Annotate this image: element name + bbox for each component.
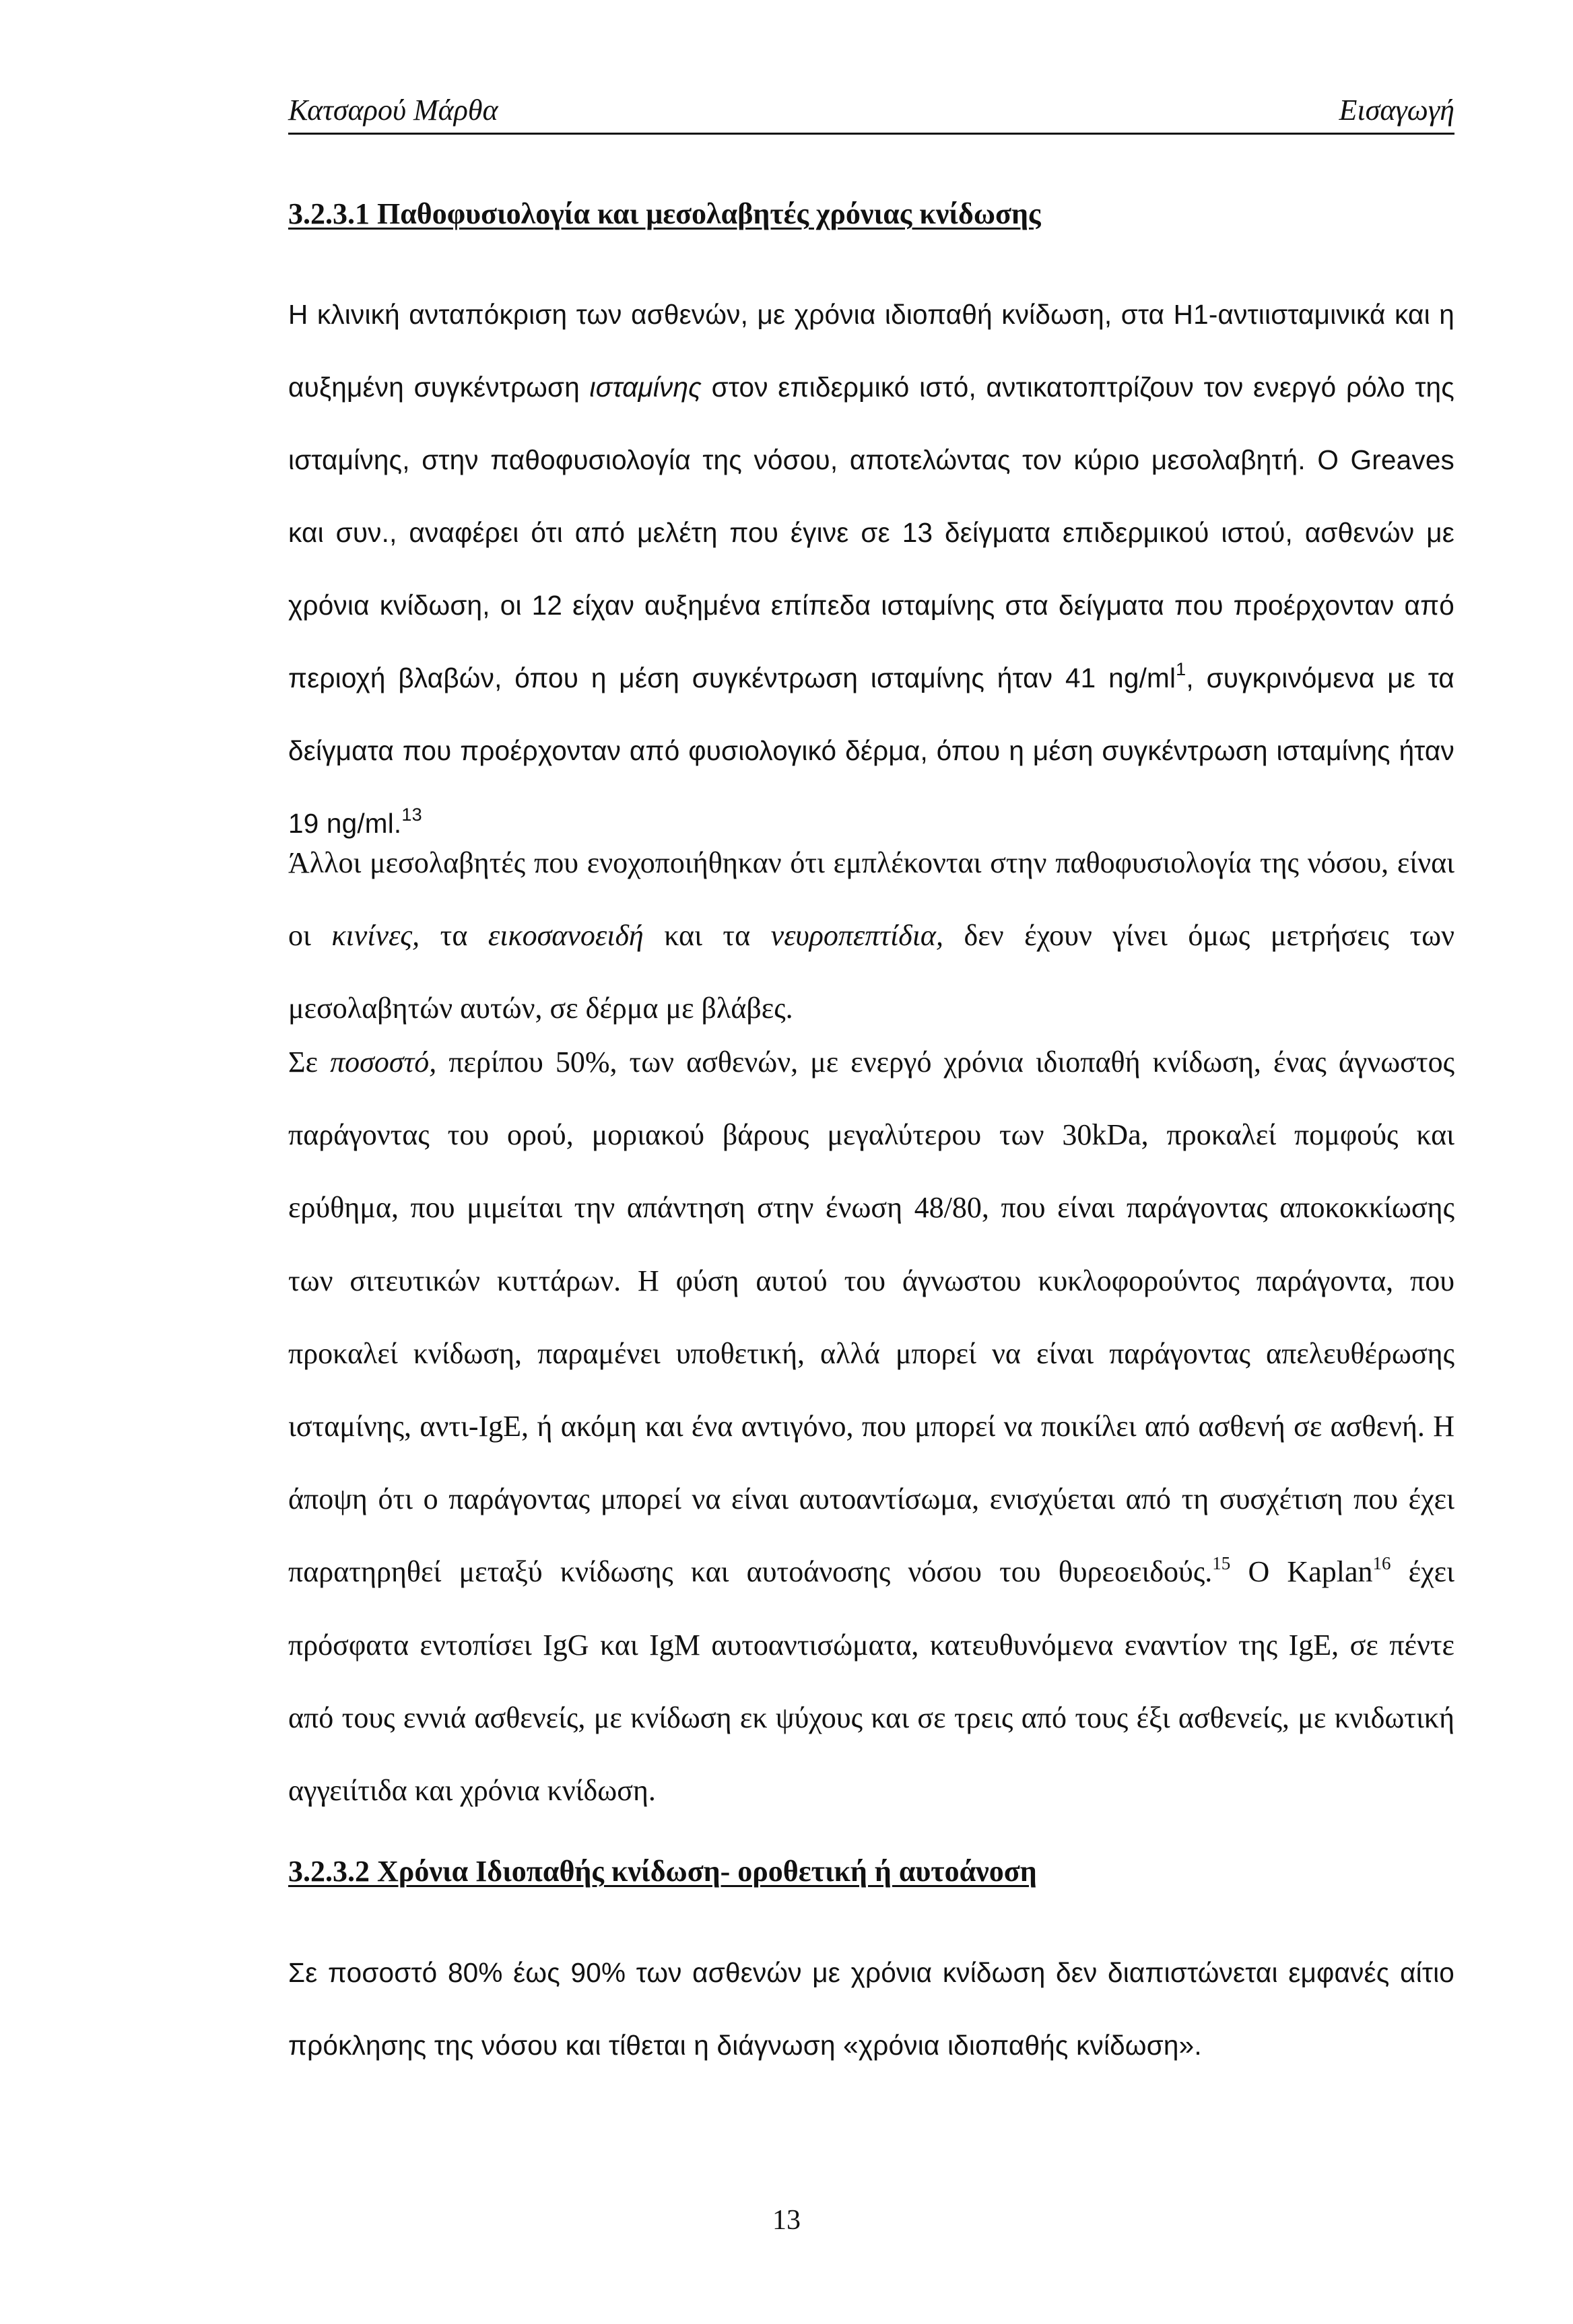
running-header (288, 91, 1454, 135)
emphasis-histamine: ισταμίνης (589, 372, 702, 403)
citation-15: 15 (1212, 1553, 1231, 1574)
header-author: Κατσαρού Μάρθα (288, 94, 498, 127)
paragraph-histamine: Η κλινική ανταπόκριση των ασθενών, με χρόνια ιδιοπαθή κνίδωση, στα Η1-αντιισταμινικά και η αυξημένη συγκέντρωση ισταμίνης στον επιδερμικό ιστό, αντικατοπτρίζουν τον ενεργό ρόλο της ισταμίνης, στην παθοφυσιολογία της νόσου, αποτελώντας τον κύριο μεσολαβητή. Ο Greaves και συν., αναφέρει ότι από μελέτη που έγινε σε 13 δείγματα επιδερμικού ιστού, ασθενών με χρόνια κνίδωση, οι 12 είχαν αυξημένα επίπεδα ισταμίνης στα δείγματα που προέρχονταν από περιοχή βλαβών, όπου η μέση συγκέντρωση ισταμίνης ήταν 41 $ng/ml^1$, συγκρινόμενα με τα δείγματα που προέρχονταν από φυσιολογικό δέρμα, όπου η μέση συγκέντρωση ισταμίνης ήταν 19 ng/ml.$^{13}$ (288, 299, 1454, 839)
paragraph-other-mediators: Άλλοι μεσολαβητές που ενοχοποιήθηκαν ότι εμπλέκονται στην παθοφυσιολογία της νόσου, είναι οι κινίνες, τα εικοσανοειδή και τα νευροπεπτίδια, δεν έχουν γίνει όμως μετρήσεις των μεσολαβητών αυτών, σε δέρμα με βλάβες. (288, 846, 1455, 1025)
citation-13: 13 (401, 805, 422, 825)
paragraph-serum-factor: Σε ποσοστό, περίπου 50%, των ασθενών, με ενεργό χρόνια ιδιοπαθή κνίδωση, ένας άγνωστος παράγοντας του ορού, μοριακού βάρους μεγαλύτερου των 30kDa, προκαλεί πομφούς και ερύθημα, που μιμείται την απάντηση στην ένωση 48/80, που είναι παράγοντας αποκοκκίωσης των σιτευτικών κυττάρων. Η φύση αυτού του άγνωστου κυκλοφορούντος παράγοντα, που προκαλεί κνίδωση, παραμένει υποθετική, αλλά μπορεί να είναι παράγοντας απελευθέρωσης ισταμίνης, αντι-IgE, ή ακόμη και ένα αντιγόνο, που μπορεί να ποικίλει από ασθενή σε ασθενή. Η άποψη ότι ο παράγοντας μπορεί να είναι αυτοαντίσωμα, ενισχύεται από τη συσχέτιση που έχει παρατηρηθεί μεταξύ κνίδωσης και αυτοάνοσης νόσου του θυρεοειδούς.$^{15}$ Ο Kaplan$^{16}$ έχει πρόσφατα εντοπίσει IgG και IgM αυτοαντισώματα, κατευθυνόμενα εναντίον της IgE, σε πέντε από τους εννιά ασθενείς, με κνίδωση εκ ψύχους και σε τρεις από τους έξι ασθενείς, με κνιδωτική αγγειίτιδα και χρόνια κνίδωση. (288, 1046, 1454, 1808)
section-heading-3-2-3-1: 3.2.3.1 Παθοφυσιολογία και μεσολαβητές χρόνιας κνίδωσης (288, 197, 1041, 230)
section-heading-3-2-3-2: 3.2.3.2 Χρόνια Ιδιοπαθής κνίδωση- οροθετική ή αυτοάνοση (288, 1855, 1037, 1888)
paragraph-idiopathic: Σε ποσοστό 80% έως 90% των ασθενών με χρόνια κνίδωση δεν διαπιστώνεται εμφανές αίτιο πρόκλησης της νόσου και τίθεται η διάγνωση «χρόνια ιδιοπαθής κνίδωση». (288, 1957, 1454, 2061)
header-chapter: Εισαγωγή (1339, 94, 1454, 127)
page-number: 13 (772, 2205, 801, 2236)
superscript-1: 1 (1176, 659, 1186, 679)
citation-16: 16 (1372, 1553, 1391, 1574)
